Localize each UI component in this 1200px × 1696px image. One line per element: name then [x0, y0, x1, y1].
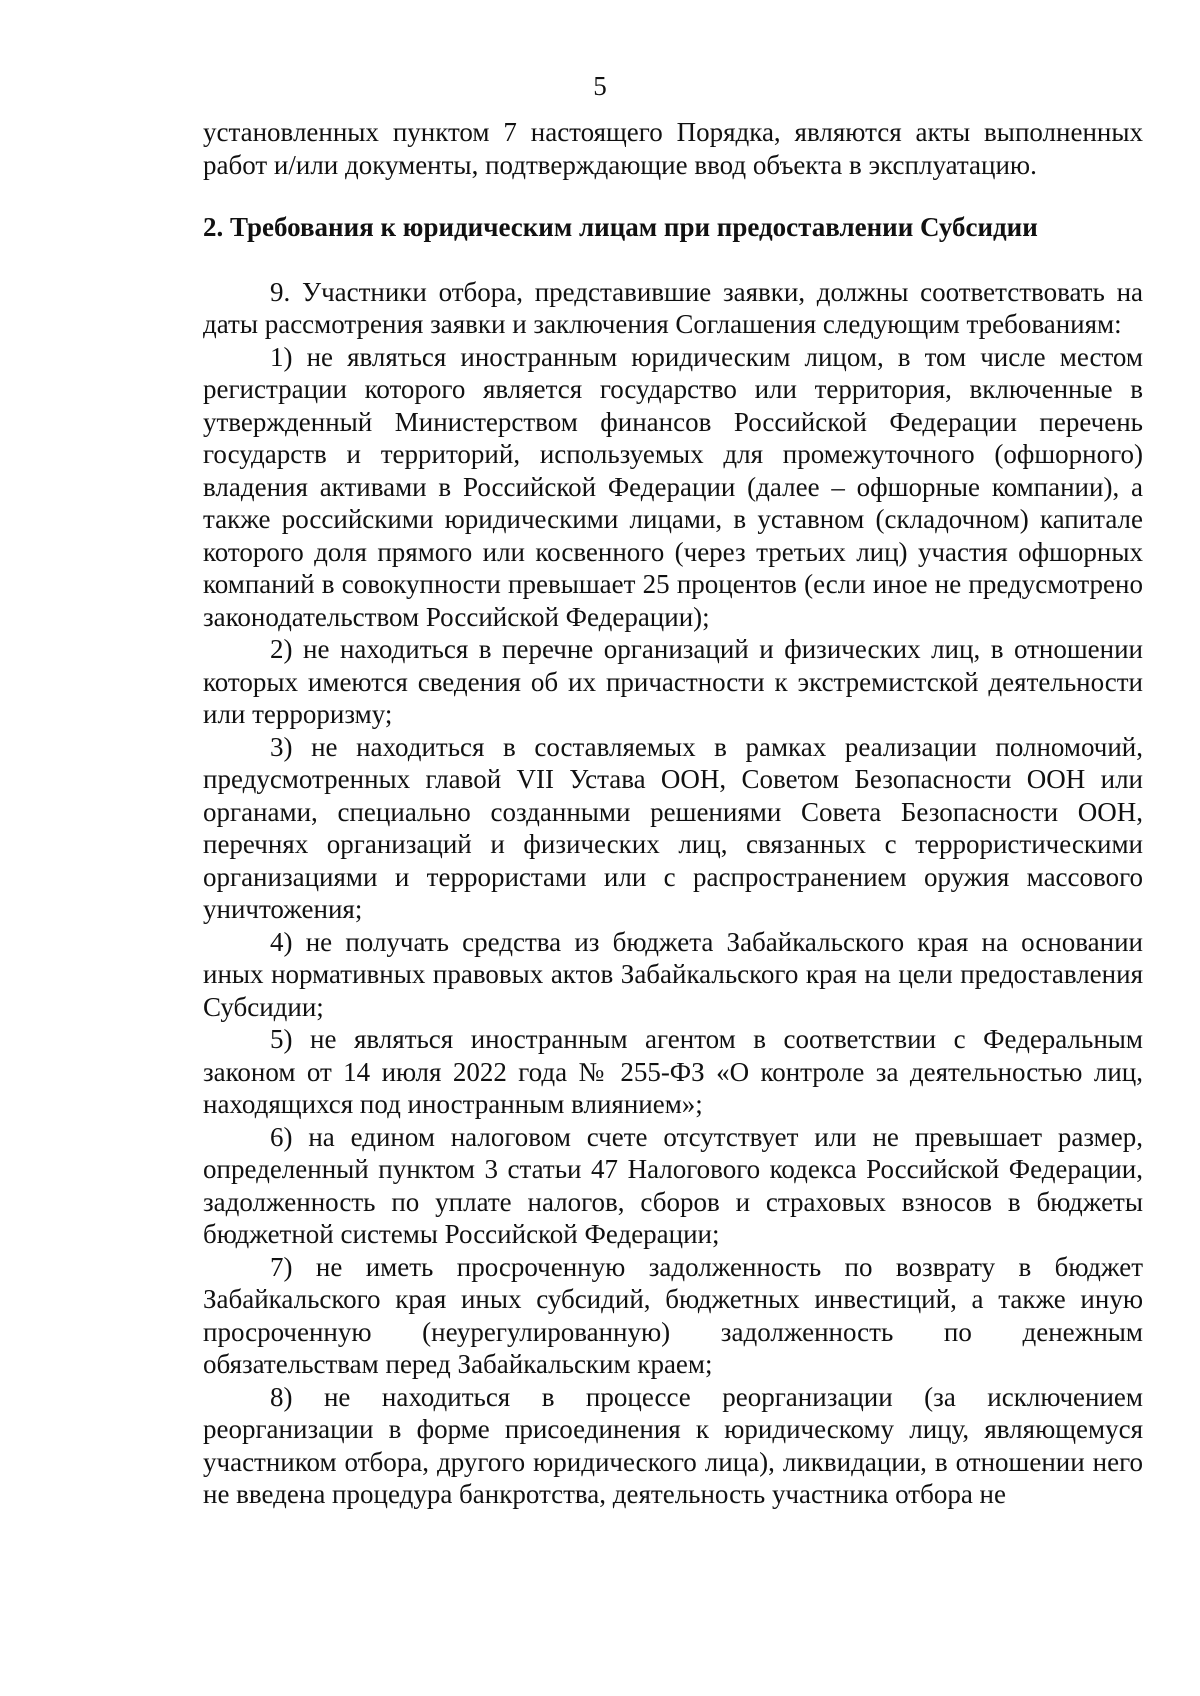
requirement-item-4: 4) не получать средства из бюджета Забайкальского края на основании иных нормативных правовых актов Забайкальского края на цели предоставления Субсидии;	[203, 926, 1143, 1022]
requirement-item-3: 3) не находиться в составляемых в рамках реализации полномочий, предусмотренных главой VII Устава ООН, Советом Безопасности ООН или органами, специально созданными решениями Совета Безопасности ООН, перечнях организаций и физических лиц, связанных с террористическими организациями и террористами или с распространением оружия массового уничтожения;	[203, 731, 1143, 924]
requirement-item-2: 2) не находиться в перечне организаций и физических лиц, в отношении которых имеются сведения об их причастности к экстремистской деятельности или терроризму;	[203, 634, 1143, 729]
document-body	[203, 116, 1143, 1511]
page-number: 5	[593, 71, 607, 101]
requirement-item-1: 1) не являться иностранным юридическим лицом, в том числе местом регистрации которого является государство или территория, включенные в утвержденный Министерством финансов Российской Федерации перечень государств и территорий, используемых для промежуточного (офшорного) владения активами в Российской Федерации (далее – офшорные компании), а также российскими юридическими лицами, в уставном (складочном) капитале которого доля прямого или косвенного (через третьих лиц) участия офшорных компаний в совокупности превышает 25 процентов (если иное не предусмотрено законодательством Российской Федерации);	[203, 341, 1143, 632]
requirement-item-7: 7) не иметь просроченную задолженность по возврату в бюджет Забайкальского края иных субсидий, бюджетных инвестиций, а также иную просроченную (неурегулированную) задолженность по денежным обязательствам перед Забайкальским краем;	[203, 1251, 1143, 1379]
requirement-item-6: 6) на едином налоговом счете отсутствует или не превышает размер, определенный пунктом 3 статьи 47 Налогового кодекса Российской Федерации, задолженность по уплате налогов, сборов и страховых взносов в бюджеты бюджетной системы Российской Федерации;	[203, 1121, 1143, 1249]
section-heading: 2. Требования к юридическим лицам при предоставлении Субсидии	[203, 212, 1038, 242]
requirement-item-5: 5) не являться иностранным агентом в соответствии с Федеральным законом от 14 июля 2022 года № 255-ФЗ «О контроле за деятельностью лиц, находящихся под иностранным влиянием»;	[203, 1024, 1143, 1119]
paragraph-9: 9. Участники отбора, представившие заявки, должны соответствовать на даты рассмотрения заявки и заключения Соглашения следующим требованиям:	[203, 276, 1143, 339]
requirement-item-8: 8) не находиться в процессе реорганизации (за исключением реорганизации в форме присоединения к юридическому лицу, являющемуся участником отбора, другого юридического лица), ликвидации, в отношении него не введена процедура банкротства, деятельность участника отбора не	[203, 1381, 1143, 1509]
intro-paragraph: установленных пунктом 7 настоящего Порядка, являются акты выполненных работ и/или документы, подтверждающие ввод объекта в эксплуатацию.	[203, 117, 1143, 180]
